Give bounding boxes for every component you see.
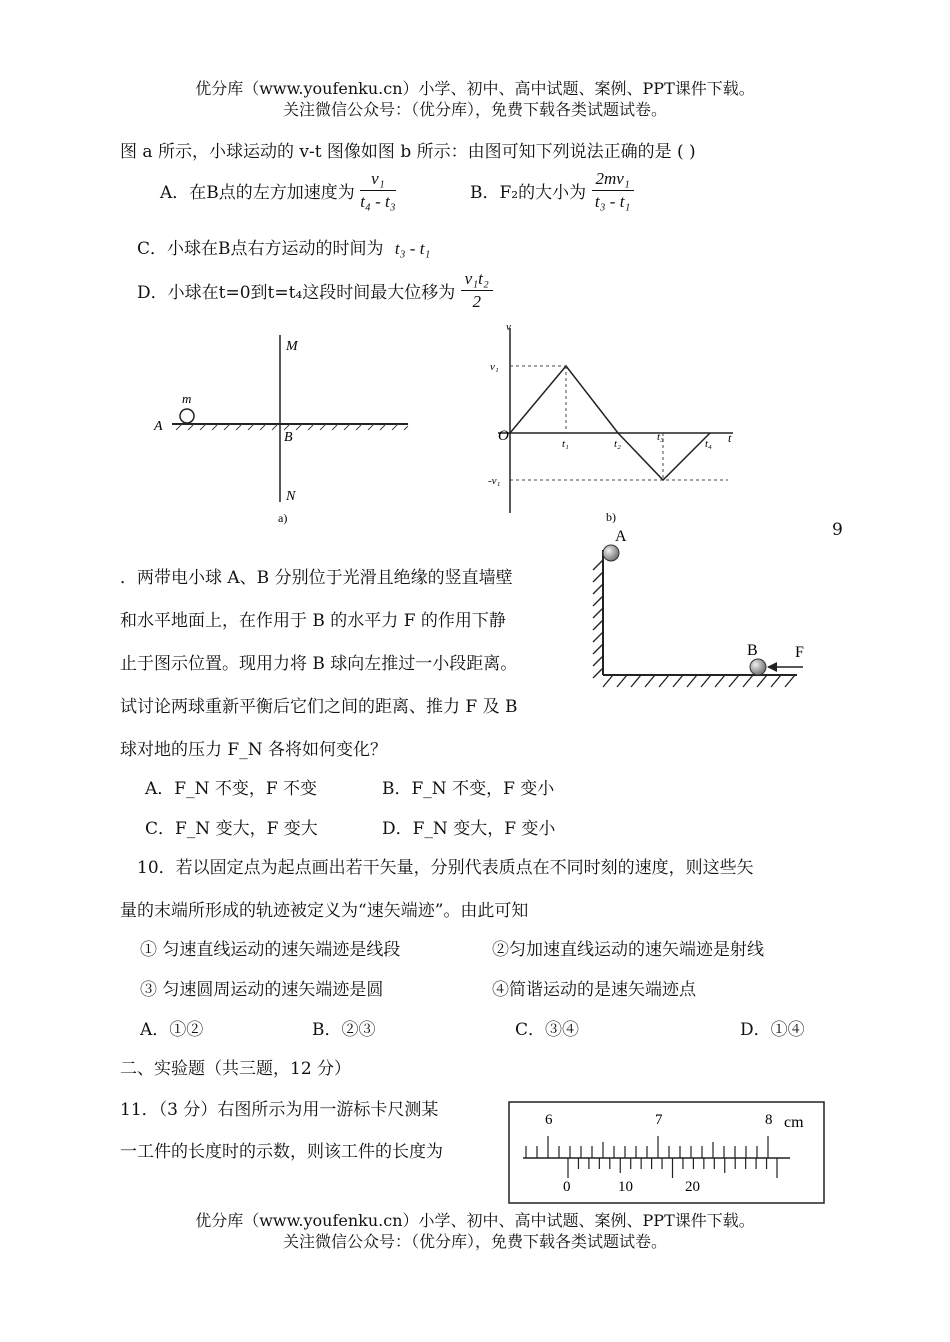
- q8-option-c-expr: t₃ - t₁: [394, 239, 431, 258]
- figure-vernier-main-label-7: 7: [655, 1112, 663, 1128]
- q8-option-b-num: 2mv₁: [592, 168, 634, 191]
- figure-b-label-t1: t₁: [562, 438, 569, 450]
- figure-b-vt-line: [510, 366, 710, 480]
- q10-statement-2: ②匀加速直线运动的速矢端迹是射线: [492, 940, 764, 960]
- header-line-1: 优分库（www.youfenku.cn）小学、初中、高中试题、案例、PPT课件下载。: [195, 79, 755, 98]
- q8-option-c-text: C．小球在B点右方运动的时间为: [137, 239, 384, 259]
- figure-vernier-main-label-6: 6: [545, 1112, 553, 1128]
- q10-option-a: A．①②: [140, 1020, 204, 1040]
- figure-q9: [585, 520, 815, 695]
- figure-a-label-B: B: [284, 430, 293, 445]
- q8-option-d-text: D．小球在t=0到t=t₄这段时间最大位移为: [137, 283, 456, 303]
- figure-b-label-t4: t₄: [705, 438, 712, 450]
- figure-vernier-caliper: [508, 1101, 826, 1205]
- footer-line-2: 关注微信公众号：（优分库），免费下载各类试题试卷。: [282, 1232, 667, 1251]
- q9-number: 9: [832, 520, 843, 540]
- figure-vernier-unit: cm: [784, 1114, 804, 1131]
- figure-a-caption: a): [278, 511, 288, 525]
- figure-b-label-t: t: [728, 431, 732, 445]
- q11-line-1: 11．（3 分）右图所示为用一游标卡尺测某: [120, 1100, 439, 1120]
- figure-a-ball: [180, 409, 194, 423]
- q8-option-b: [470, 168, 634, 213]
- q10-option-b: B．②③: [312, 1020, 376, 1040]
- q10-statement-4: ④简谐运动的是速矢端迹点: [492, 980, 696, 1000]
- figure-b: [488, 318, 748, 523]
- figure-vernier-vernier-ticks: [568, 1158, 777, 1178]
- figure-q9-wall-hatching: [593, 560, 603, 678]
- q8-option-b-fraction: [592, 168, 634, 213]
- q8-option-d-fraction: [461, 268, 493, 313]
- figure-a: [150, 330, 420, 525]
- figure-b-caption: b): [606, 510, 616, 523]
- q9-line-3: 止于图示位置。现用力将 B 球向左推过一小段距离。: [120, 654, 518, 674]
- q9-option-c: C．F_N 变大，F 变大: [145, 819, 318, 839]
- q10-line-2: 量的末端所形成的轨迹被定义为“速矢端迹”。由此可知: [120, 901, 529, 921]
- figure-q9-force-arrowhead: [767, 662, 777, 672]
- figure-q9-floor-hatching: [603, 675, 795, 687]
- q10-option-d: D．①④: [740, 1020, 805, 1040]
- q9-line-5: 球对地的压力 F_N 各将如何变化？: [120, 740, 387, 760]
- footer-line-1: 优分库（www.youfenku.cn）小学、初中、高中试题、案例、PPT课件下载。: [195, 1211, 755, 1230]
- q8-option-a-den: t₄ - t₃: [360, 192, 396, 211]
- figure-vernier-vernier-label-0: 0: [563, 1179, 571, 1195]
- q8-stem: 图 a 所示，小球运动的 v-t 图像如图 b 所示：由图可知下列说法正确的是 ( ): [120, 142, 696, 162]
- figure-a-label-m: m: [182, 391, 192, 406]
- figure-vernier-vernier-label-10: 10: [618, 1179, 633, 1195]
- figure-vernier-main-ticks: [526, 1136, 768, 1158]
- q8-option-d-num: v₁t₂: [461, 268, 493, 291]
- figure-b-label-O: O: [498, 428, 509, 444]
- q9-line-1: ．两带电小球 A、B 分别位于光滑且绝缘的竖直墙壁: [120, 568, 513, 588]
- figure-q9-label-A: A: [615, 528, 627, 545]
- q9-option-b: B．F_N 不变，F 变小: [382, 779, 555, 799]
- q10-option-c: C．③④: [515, 1020, 580, 1040]
- q9-option-a: A．F_N 不变，F 不变: [145, 779, 318, 799]
- q9-line-4: 试讨论两球重新平衡后它们之间的距离、推力 F 及 B: [120, 697, 518, 717]
- header-line-2: 关注微信公众号：（优分库），免费下载各类试题试卷。: [282, 100, 667, 119]
- q8-option-a-text: A．在B点的左方加速度为: [160, 183, 355, 203]
- q9-option-d: D．F_N 变大，F 变小: [382, 819, 556, 839]
- q8-option-c: [137, 234, 430, 259]
- figure-q9-label-B: B: [747, 642, 758, 659]
- figure-q9-ball-B: [750, 659, 766, 675]
- figure-q9-ball-A: [603, 545, 619, 561]
- q9-line-2: 和水平地面上，在作用于 B 的水平力 F 的作用下静: [120, 611, 506, 631]
- q10-line-1: 10．若以固定点为起点画出若干矢量，分别代表质点在不同时刻的速度，则这些矢: [137, 858, 754, 878]
- section-2-title: 二、实验题（共三题，12 分）: [120, 1059, 352, 1079]
- q8-option-a-num: v₁: [360, 168, 395, 191]
- figure-b-label-v1: v₁: [490, 361, 499, 373]
- q8-option-a-fraction: [360, 168, 395, 213]
- q8-option-a: [160, 168, 396, 213]
- figure-vernier-main-label-8: 8: [765, 1112, 773, 1128]
- figure-b-label-t3: t₃: [657, 431, 664, 443]
- figure-b-label-t2: t₂: [614, 438, 621, 450]
- figure-a-label-M: M: [286, 339, 298, 354]
- q8-option-b-text: B．F₂的大小为: [470, 183, 587, 203]
- q8-option-d-den: 2: [472, 292, 481, 311]
- q10-statement-3: ③ 匀速圆周运动的速矢端迹是圆: [140, 980, 384, 1000]
- figure-b-label-v: v: [506, 321, 511, 333]
- q8-option-b-den: t₃ - t₁: [594, 192, 631, 211]
- figure-q9-label-F: F: [795, 644, 804, 661]
- q10-statement-1: ① 匀速直线运动的速矢端迹是线段: [140, 940, 401, 960]
- figure-b-label-negv1: -v₁: [488, 475, 501, 487]
- figure-a-label-A: A: [154, 419, 163, 434]
- figure-a-label-N: N: [286, 489, 296, 504]
- figure-vernier-vernier-label-20: 20: [685, 1179, 700, 1195]
- q11-line-2: 一工件的长度时的示数，则该工件的长度为: [120, 1142, 443, 1162]
- q8-option-d: [137, 268, 493, 313]
- figure-vernier-frame: [509, 1102, 824, 1203]
